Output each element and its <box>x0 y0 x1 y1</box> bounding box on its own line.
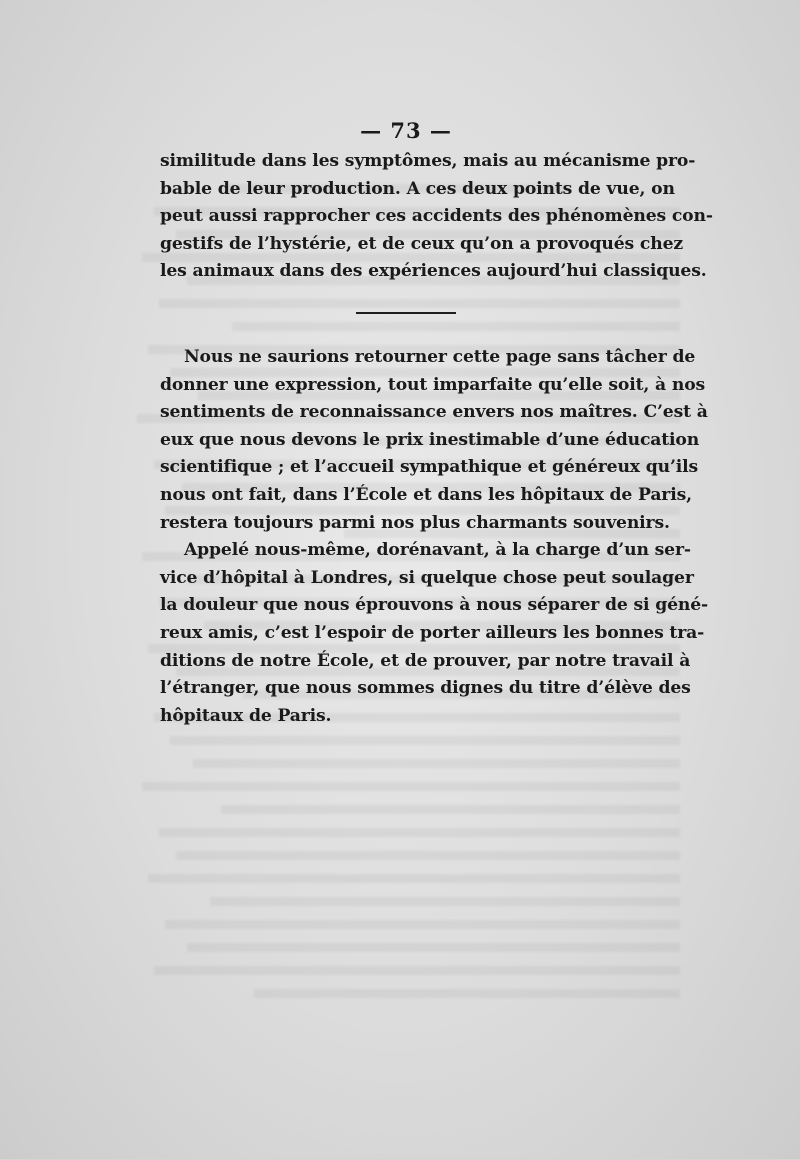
page-number: — 73 — <box>360 118 452 143</box>
text-line: nous ont fait, dans l’École et dans les hôpitaux de Paris, <box>160 484 692 505</box>
text-line: bable de leur production. A ces deux points de vue, on <box>160 178 675 199</box>
section-divider <box>356 312 456 314</box>
text-line: la douleur que nous éprouvons à nous séparer de si géné- <box>160 595 709 616</box>
text-line: restera toujours parmi nos plus charmants souvenirs. <box>160 512 670 533</box>
paragraph-farewell <box>160 537 709 730</box>
text-line: les animaux dans des expériences aujourd’hui classiques. <box>160 261 707 282</box>
text-line: l’étranger, que nous sommes dignes du titre d’élève des <box>160 678 691 699</box>
text-line: Appelé nous-même, dorénavant, à la charge d’un ser- <box>184 540 691 561</box>
paragraph-conclusion <box>160 148 713 286</box>
text-line: similitude dans les symptômes, mais au mécanisme pro- <box>160 151 696 171</box>
text-line: eux que nous devons le prix inestimable d’une éducation <box>160 429 700 450</box>
text-line: sentiments de reconnaissance envers nos maîtres. C’est à <box>160 402 708 423</box>
text-line: gestifs de l’hystérie, et de ceux qu’on a provoqués chez <box>160 233 683 254</box>
text-line: Nous ne saurions retourner cette page sans tâcher de <box>184 346 696 367</box>
text-line: reux amis, c’est l’espoir de porter ailleurs les bonnes tra- <box>160 622 705 643</box>
page-content <box>160 114 713 730</box>
text-line: peut aussi rapprocher ces accidents des phénomènes con- <box>160 206 713 227</box>
text-line: hôpitaux de Paris. <box>160 705 332 726</box>
paragraph-acknowledgement <box>160 344 708 537</box>
text-line: vice d’hôpital à Londres, si quelque chose peut soulager <box>160 567 694 588</box>
text-line: donner une expression, tout imparfaite qu’elle soit, à nos <box>160 374 706 395</box>
text-line: scientifique ; et l’accueil sympathique et généreux qu’ils <box>160 457 699 478</box>
text-line: ditions de notre École, et de prouver, par notre travail à <box>160 650 691 671</box>
